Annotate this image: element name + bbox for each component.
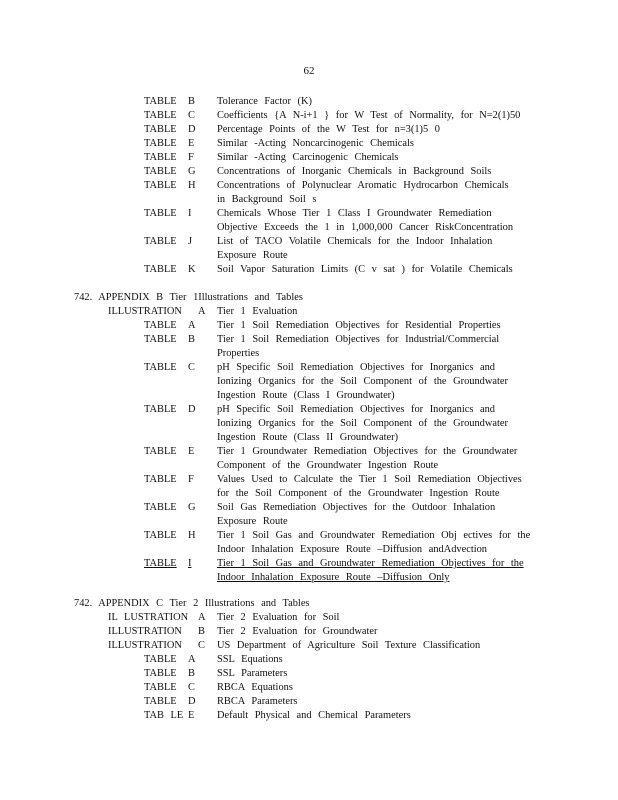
entry-letter: D [188,404,196,415]
entry-label: TABLE [144,138,177,149]
entry-title: Percentage Points of the W Test for n=3(1)5 0 [217,124,440,135]
entry-label: ILLUSTRATION [108,640,182,651]
entry-label: TABLE [144,208,177,219]
entry-title: List of TACO Volatile Chemicals for the Indoor Inhalation Exposure Route [217,236,493,261]
entry-label: TABLE [144,166,177,177]
entry-letter: B [188,668,195,679]
entry-letter: C [188,110,195,121]
entry-label: IL LUSTRATION [108,612,189,623]
entry-letter: A [188,320,196,331]
entry-title: Default Physical and Chemical Parameters [217,710,411,721]
entry-label: TABLE [144,96,177,107]
entry-label: TABLE [144,334,177,345]
entry-letter: E [188,446,195,457]
entry-title: Tier 1 Groundwater Remediation Objectives for the Groundwater Component of the Groundwater Ingestion Route [217,446,518,471]
entry-letter: D [188,696,196,707]
entry-title: Coefficients {A N-i+1 } for W Test of Normality, for N=2(1)50 [217,110,521,121]
entry-letter: J [188,236,193,247]
entry-label: ILLUSTRATION [108,626,182,637]
entry-label: TABLE [144,654,177,665]
entry-title: pH Specific Soil Remediation Objectives for Inorganics and Ionizing Organics for the Soil Component of the Groundwater Ingestion Route (Class II Groundwater) [217,404,508,443]
appendix-b-heading: 742. APPENDIX B Tier 1Illustrations and Tables [74,292,303,303]
entry-title: Tier 2 Evaluation for Soil [217,612,340,623]
entry-label: TABLE [144,124,177,135]
entry-letter: I [188,208,192,219]
entry-letter: I [188,558,192,569]
entry-label: TABLE [144,362,177,373]
entry-title: SSL Parameters [217,668,288,679]
entry-title: Tolerance Factor (K) [217,96,312,107]
entry-letter: B [188,334,195,345]
entry-letter: C [188,682,195,693]
entry-label: TABLE [144,110,177,121]
page-number: 62 [303,65,315,77]
entry-letter: H [188,180,196,191]
entry-letter: C [198,640,205,651]
entry-title: Similar -Acting Noncarcinogenic Chemicals [217,138,414,149]
entry-label: TABLE [144,180,177,191]
entry-letter: A [198,612,206,623]
entry-title: Tier 1 Soil Remediation Objectives for Industrial/Commercial Properties [217,334,500,359]
entry-title: Similar -Acting Carcinogenic Chemicals [217,152,399,163]
entry-title: Chemicals Whose Tier 1 Class I Groundwater Remediation Objective Exceeds the 1 in 1,000,000 Cancer RiskConcentration [217,208,514,233]
entry-letter: G [188,502,196,513]
entry-title: RBCA Parameters [217,696,298,707]
entry-letter: F [188,474,194,485]
entry-letter: G [188,166,196,177]
entry-title: US Department of Agriculture Soil Texture Classification [217,640,481,651]
entry-label: TABLE [144,320,177,331]
entry-letter: E [188,138,195,149]
entry-title: Concentrations of Polynuclear Aromatic Hydrocarbon Chemicals in Background Soil s [217,180,509,205]
entry-letter: B [188,96,195,107]
entry-label: TABLE [144,682,177,693]
entry-label: TAB LE [144,710,184,721]
entry-title: SSL Equations [217,654,283,665]
entry-label: TABLE [144,696,177,707]
entry-label: ILLUSTRATION [108,306,182,317]
entry-title: RBCA Equations [217,682,293,693]
entry-letter: F [188,152,194,163]
entry-title: Soil Vapor Saturation Limits (C v sat ) for Volatile Chemicals [217,264,513,275]
entry-title: Tier 1 Soil Remediation Objectives for Residential Properties [217,320,501,331]
entry-letter: C [188,362,195,373]
entry-letter: E [188,710,195,721]
entry-label: TABLE [144,236,177,247]
entry-title: Tier 2 Evaluation for Groundwater [217,626,378,637]
entry-label: TABLE [144,264,177,275]
entry-letter: D [188,124,196,135]
entry-title: Tier 1 Evaluation [217,306,298,317]
entry-title: Tier 1 Soil Gas and Groundwater Remediation Obj ectives for the Indoor Inhalation Exposure Route –Diffusion andAdvection [217,530,531,555]
entry-letter: B [198,626,205,637]
entry-label: TABLE [144,558,177,569]
entry-letter: K [188,264,196,275]
entry-letter: H [188,530,196,541]
appendix-c-heading: 742. APPENDIX C Tier 2 Illustrations and Tables [74,598,310,609]
entry-title: Concentrations of Inorganic Chemicals in Background Soils [217,166,492,177]
entry-title: Values Used to Calculate the Tier 1 Soil Remediation Objectives for the Soil Component of the Groundwater Ingestion Route [217,474,522,499]
entry-label: TABLE [144,446,177,457]
entry-title: pH Specific Soil Remediation Objectives for Inorganics and Ionizing Organics for the Soil Component of the Groundwater Ingestion Route (Class I Groundwater) [217,362,508,401]
entry-label: TABLE [144,474,177,485]
entry-title: Soil Gas Remediation Objectives for the Outdoor Inhalation Exposure Route [217,502,496,527]
entry-letter: A [188,654,196,665]
entry-title: Tier 1 Soil Gas and Groundwater Remediation Objectives for the Indoor Inhalation Exposure Route –Diffusion Only [217,558,524,583]
entry-label: TABLE [144,668,177,679]
entry-label: TABLE [144,152,177,163]
entry-letter: A [198,306,206,317]
entry-label: TABLE [144,404,177,415]
entry-label: TABLE [144,530,177,541]
entry-label: TABLE [144,502,177,513]
